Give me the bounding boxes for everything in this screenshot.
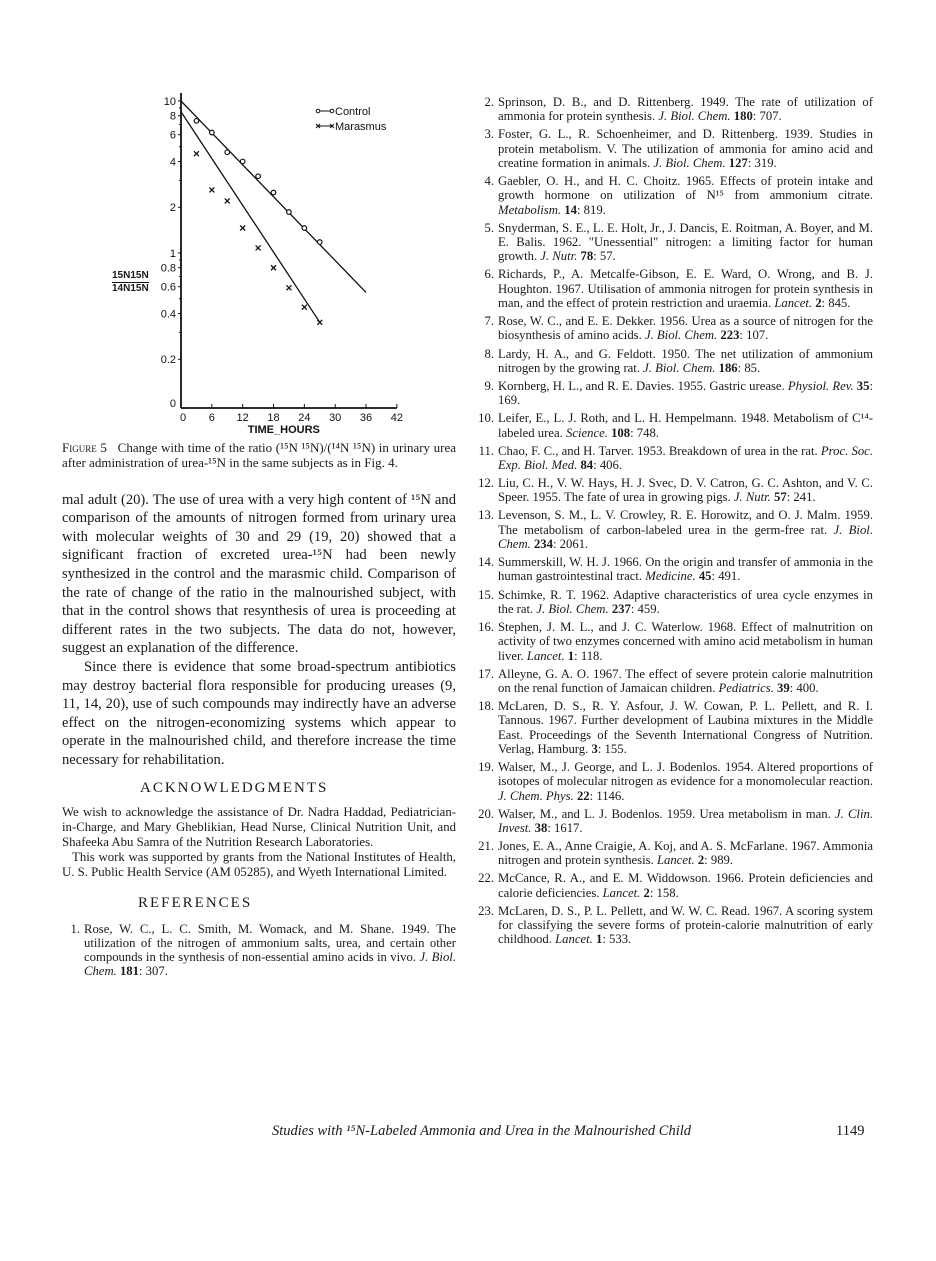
running-title: Studies with ¹⁵N-Labeled Ammonia and Urea in the Malnourished Child xyxy=(272,1123,691,1139)
x-tick-label: 42 xyxy=(390,412,404,424)
reference-text: Snyderman, S. E., L. E. Holt, Jr., J. Dancis, E. Roitman, A. Boyer, and M. E. Balis. 1962. "Unessential" nitrogen: a limiting factor for human growth. xyxy=(498,220,873,264)
data-point-marasmus xyxy=(256,245,261,250)
reference-number: 16. xyxy=(478,619,494,634)
reference-number: 18. xyxy=(478,699,494,714)
x-tick-label: 18 xyxy=(267,412,280,424)
reference-pages: : 491. xyxy=(711,569,741,584)
reference-item xyxy=(476,871,873,900)
reference-pages: : 307. xyxy=(138,964,168,979)
data-point-control xyxy=(302,226,307,231)
reference-text: Rose, W. C., L. C. Smith, M. Womack, and M. Shane. 1949. The utilization of the nitrogen of ammonium salts, urea, and certain other compounds in the synthesis of non-essential amino acids in vivo. xyxy=(84,921,456,965)
reference-number: 10. xyxy=(478,411,494,426)
page-number: 1149 xyxy=(836,1123,865,1139)
reference-text: Leifer, E., L. J. Roth, and L. H. Hempelmann. 1948. Metabolism of C¹⁴-labeled urea. xyxy=(498,411,873,440)
y-tick-label: 2 xyxy=(169,202,176,215)
reference-text: Kornberg, H. L., and R. E. Davies. 1955. Gastric urease. xyxy=(498,378,788,393)
reference-journal: J. Biol. Chem. xyxy=(644,328,718,343)
reference-pages: : 107. xyxy=(739,328,769,343)
reference-number: 13. xyxy=(478,508,494,523)
reference-item xyxy=(476,699,873,756)
reference-journal: J. Clin. Invest. xyxy=(498,806,873,835)
reference-text: Levenson, S. M., L. V. Crowley, R. E. Horowitz, and O. J. Malm. 1959. The metabolism of carbon-labeled urea in the germ-free rat. xyxy=(498,508,873,537)
reference-volume: 45 xyxy=(698,569,712,584)
y-tick-label: 1 xyxy=(169,248,176,260)
references-list-right xyxy=(476,95,873,951)
reference-journal: Proc. Soc. Exp. Biol. Med. xyxy=(498,443,873,472)
reference-pages: : 1146. xyxy=(589,788,625,803)
reference-journal: J. Biol. Chem. xyxy=(498,522,873,552)
reference-pages: : 155. xyxy=(597,741,627,756)
reference-pages: : 845. xyxy=(821,296,851,311)
reference-pages: : 819. xyxy=(576,202,606,217)
reference-journal: J. Nutr. xyxy=(733,490,771,505)
data-point-control xyxy=(317,240,322,245)
reference-volume: 84 xyxy=(580,458,594,472)
reference-journal: Lancet. xyxy=(526,648,565,663)
y-tick-label: 0.6 xyxy=(160,281,176,294)
reference-item xyxy=(476,95,873,124)
reference-pages: : 118. xyxy=(574,648,603,663)
reference-pages: : 57. xyxy=(593,249,616,264)
reference-number: 4. xyxy=(484,174,494,189)
reference-journal: J. Biol. Chem. xyxy=(643,360,716,375)
reference-volume: 2 xyxy=(697,853,705,868)
reference-number: 6. xyxy=(484,267,494,282)
reference-journal: Pediatrics. xyxy=(718,680,774,695)
x-axis-label: TIME_HOURS xyxy=(247,424,320,435)
acknowledgments-paragraph: This work was supported by grants from the National Institutes of Health, U. S. Public Health Service (AM 05285), and Wyeth International Limited. xyxy=(62,849,456,879)
reference-journal: Science. xyxy=(565,425,608,440)
reference-volume: 22 xyxy=(576,788,590,803)
reference-pages: : 459. xyxy=(630,601,660,616)
reference-pages: : 707. xyxy=(752,109,782,124)
reference-number: 5. xyxy=(484,220,494,235)
reference-journal: J. Biol. Chem. xyxy=(536,601,609,616)
y-tick-label: 0.4 xyxy=(160,308,176,321)
reference-number: 21. xyxy=(478,839,494,854)
reference-item xyxy=(476,904,873,947)
reference-journal: J. Nutr. xyxy=(540,249,578,264)
reference-item xyxy=(476,508,873,551)
reference-journal: J. Biol. Chem. xyxy=(658,109,731,124)
reference-item xyxy=(62,922,456,979)
data-point-control xyxy=(210,130,215,135)
data-point-control xyxy=(256,174,261,179)
x-tick-label: 0 xyxy=(179,412,187,424)
reference-text: Summerskill, W. H. J. 1966. On the origin and transfer of ammonia in the human gastrointestinal tract. xyxy=(498,555,873,584)
reference-item xyxy=(476,221,873,264)
y-tick-label: 8 xyxy=(169,110,176,123)
reference-volume: 127 xyxy=(728,155,748,170)
reference-volume: 57 xyxy=(774,490,787,505)
reference-number: 22. xyxy=(478,871,494,886)
reference-item xyxy=(476,267,873,310)
body-text xyxy=(62,491,456,770)
reference-journal: Lancet. xyxy=(602,885,641,900)
reference-number: 17. xyxy=(478,666,494,681)
legend-marker-circle xyxy=(316,109,320,113)
reference-item xyxy=(476,839,873,868)
reference-text: Rose, W. C., and E. E. Dekker. 1956. Urea as a source of nitrogen for the biosynthesis of amino acids. xyxy=(498,314,873,343)
reference-volume: 39 xyxy=(777,680,790,695)
reference-item xyxy=(476,314,873,343)
figure-label: Figure 5 xyxy=(62,440,107,455)
reference-pages: : 169. xyxy=(498,378,874,408)
y-axis-label xyxy=(112,270,149,295)
reference-text: Walser, M., and L. J. Bodenlos. 1959. Urea metabolism in man. xyxy=(498,806,835,821)
reference-pages: : 400. xyxy=(789,680,819,695)
acknowledgments-heading: ACKNOWLEDGMENTS xyxy=(140,779,329,796)
reference-text: Richards, P., A. Metcalfe-Gibson, E. E. Ward, O. Wrong, and B. J. Houghton. 1967. Utilisation of ammonia nitrogen for protein synthesis in man, and the effect of protein restriction and uraemia. xyxy=(498,267,873,311)
reference-volume: 237 xyxy=(611,601,631,616)
reference-text: McLaren, D. S., R. Y. Asfour, J. W. Cowan, P. L. Pellett, and R. I. Tannous. 1967. Further development of Laubina mixtures in the Middle East. Proceedings of the Seventh International Congress of Nutrition. Verlag, Hamburg. xyxy=(498,699,873,756)
data-point-control xyxy=(271,190,276,195)
data-point-control xyxy=(194,119,199,124)
reference-number: 19. xyxy=(478,760,494,775)
reference-journal: J. Biol. Chem. xyxy=(653,155,726,170)
reference-pages: : 2061. xyxy=(552,537,589,552)
reference-number: 1. xyxy=(70,921,80,936)
data-point-marasmus xyxy=(286,285,291,290)
reference-volume: 2 xyxy=(815,296,822,311)
body-paragraph: mal adult (20). The use of urea with a very high content of ¹⁵N and comparison of the amounts of nitrogen formed from urinary urea with molecular weights of 30 and 29 (19, 20) showed that a significant fraction of excreted urea-¹⁵N had been newly synthesized in the control and the marasmic child. Comparison of the rate of change of the ratio in the malnourished subject, with that in the control shows that resynthesis of urea is proceeding at different rates in the two subjects. The data do not, however, suggest an explanation of the difference. xyxy=(62,491,456,657)
reference-volume: 38 xyxy=(534,821,548,835)
reference-pages: : 158. xyxy=(649,885,679,900)
reference-text: Liu, C. H., V. W. Hays, H. J. Svec, D. V. Catron, G. C. Ashton, and V. C. Speer. 1955. The fate of urea in growing pigs. xyxy=(498,476,873,505)
data-point-marasmus xyxy=(209,187,214,192)
reference-volume: 180 xyxy=(733,109,753,124)
reference-item xyxy=(476,588,873,617)
reference-journal: Lancet. xyxy=(774,296,813,311)
reference-number: 11. xyxy=(478,443,494,458)
y-tick-label: 0.8 xyxy=(160,262,176,275)
reference-text: McLaren, D. S., P. L. Pellett, and W. W. C. Read. 1967. A scoring system for classifying the severe forms of protein-calorie malnutrition of early childhood. xyxy=(498,903,873,947)
references-list-left xyxy=(62,922,456,979)
reference-number: 14. xyxy=(478,555,494,570)
reference-text: Jones, E. A., Anne Craigie, A. Koj, and A. S. McFarlane. 1967. Ammonia nitrogen and protein synthesis. xyxy=(498,839,873,868)
reference-number: 15. xyxy=(478,587,494,602)
left-column xyxy=(62,440,456,982)
data-point-marasmus xyxy=(271,265,276,270)
reference-volume: 1 xyxy=(595,932,603,947)
reference-volume: 2 xyxy=(643,885,650,900)
reference-volume: 108 xyxy=(611,425,631,440)
reference-journal: J. Chem. Phys. xyxy=(498,788,574,803)
data-point-marasmus xyxy=(194,151,199,156)
reference-volume: 35 xyxy=(856,378,870,393)
y-tick-label: 10 xyxy=(163,96,176,108)
reference-item xyxy=(476,620,873,663)
reference-pages: : 1617. xyxy=(547,821,583,835)
reference-number: 23. xyxy=(478,903,494,918)
reference-volume: 3 xyxy=(591,741,598,756)
figure-5-chart xyxy=(140,85,460,435)
reference-number: 3. xyxy=(484,127,494,142)
data-point-control xyxy=(240,159,245,164)
series-line-marasmus xyxy=(181,112,320,323)
reference-item xyxy=(476,760,873,803)
reference-text: Stephen, J. M. L., and J. C. Waterlow. 1968. Effect of malnutrition on activity of two enzymes concerned with amino acid metabolism in human liver. xyxy=(498,619,873,663)
reference-pages: : 241. xyxy=(786,490,816,505)
y-tick-label: 0 xyxy=(169,398,176,410)
reference-volume: 186 xyxy=(718,360,738,375)
reference-item xyxy=(476,411,873,440)
reference-item xyxy=(476,444,873,473)
legend-label: Control xyxy=(335,106,371,118)
reference-item xyxy=(476,555,873,584)
reference-pages: : 748. xyxy=(630,425,660,440)
reference-item xyxy=(476,807,873,836)
reference-pages: : 319. xyxy=(747,155,777,170)
reference-volume: 1 xyxy=(567,648,575,663)
reference-volume: 181 xyxy=(119,964,139,979)
y-tick-label: 6 xyxy=(169,129,176,142)
data-point-control xyxy=(225,150,230,155)
reference-item xyxy=(476,127,873,170)
reference-number: 20. xyxy=(478,806,494,821)
reference-number: 7. xyxy=(484,314,494,329)
data-point-marasmus xyxy=(302,305,307,310)
y-tick-label: 4 xyxy=(169,156,176,169)
y-tick-label: 0.2 xyxy=(160,354,176,367)
reference-journal: Physiol. Rev. xyxy=(787,378,854,393)
reference-pages: : 989. xyxy=(704,853,734,868)
acknowledgments-paragraph: We wish to acknowledge the assistance of Dr. Nadra Haddad, Pediatrician-in-Charge, and Mary Gheblikian, Head Nurse, Clinical Nutrition Unit, and Shafeeka Abu Samra of the Nutrition Research Laboratories. xyxy=(62,804,456,849)
x-tick-label: 30 xyxy=(329,412,342,424)
reference-pages: : 533. xyxy=(602,932,632,947)
reference-journal: Metabolism. xyxy=(498,202,562,217)
reference-number: 8. xyxy=(484,346,494,361)
x-tick-label: 12 xyxy=(236,412,249,424)
reference-item xyxy=(476,379,873,408)
data-point-control xyxy=(287,210,292,215)
x-tick-label: 24 xyxy=(298,412,311,424)
reference-text: Gaebler, O. H., and H. C. Choitz. 1965. Effects of protein intake and growth hormone on utilization of N¹⁵ from ammonium citrate. xyxy=(498,174,873,203)
reference-text: Lardy, H. A., and G. Feldott. 1950. The net utilization of ammonium nitrogen by the growing rat. xyxy=(498,346,873,375)
reference-item xyxy=(476,667,873,696)
reference-journal: J. Biol. Chem. xyxy=(84,950,456,979)
x-tick-label: 6 xyxy=(208,412,215,424)
reference-text: Sprinson, D. B., and D. Rittenberg. 1949. The rate of utilization of ammonia for protein synthesis. xyxy=(498,95,873,124)
reference-item xyxy=(476,174,873,217)
data-point-marasmus xyxy=(317,320,322,325)
reference-number: 2. xyxy=(484,95,494,109)
reference-item xyxy=(476,476,873,505)
figure-caption-text: Change with time of the ratio (¹⁵N ¹⁵N)/(¹⁴N ¹⁵N) in urinary urea after administration of urea-¹⁵N in the same subjects as in Fig. 4. xyxy=(62,440,457,471)
data-point-marasmus xyxy=(225,198,230,203)
x-tick-label: 36 xyxy=(359,412,373,424)
legend-label: Marasmus xyxy=(335,121,387,133)
figure-caption xyxy=(62,440,456,471)
reference-journal: Lancet. xyxy=(555,932,593,947)
reference-text: Walser, M., J. George, and L. J. Bodenlos. 1954. Altered proportions of isotopes of molecular nitrogen as evidence for a monomolecular reaction. xyxy=(498,760,873,789)
reference-item xyxy=(476,347,873,376)
references-heading: REFERENCES xyxy=(138,894,253,911)
reference-pages: : 406. xyxy=(593,458,623,472)
y-axis-label-bottom: 14N15N xyxy=(112,283,149,294)
reference-text: Schimke, R. T. 1962. Adaptive characteristics of urea cycle enzymes in the rat. xyxy=(498,587,873,616)
data-point-marasmus xyxy=(240,226,245,231)
reference-journal: Lancet. xyxy=(656,853,695,868)
reference-volume: 14 xyxy=(564,202,577,217)
reference-text: Alleyne, G. A. O. 1967. The effect of severe protein calorie malnutrition on the renal function of Jamaican children. xyxy=(498,666,873,695)
reference-volume: 234 xyxy=(533,537,553,552)
body-paragraph: Since there is evidence that some broad-spectrum antibiotics may destroy bacterial flora responsible for producing ureases (9, 11, 14, 20), use of such compounds may indirectly have an adverse effect on the nitrogen-economizing systems which appear to operate in the malnourished child, and therefore increase the time necessary for rehabilitation. xyxy=(62,658,456,768)
reference-pages: : 85. xyxy=(737,360,761,375)
reference-journal: Medicine. xyxy=(645,569,696,584)
acknowledgments-text xyxy=(62,805,456,880)
reference-volume: 223 xyxy=(720,328,740,343)
reference-number: 12. xyxy=(478,476,494,491)
reference-text: McCance, R. A., and E. M. Widdowson. 1966. Protein deficiencies and calorie deficiencies. xyxy=(498,871,873,900)
reference-number: 9. xyxy=(484,378,494,393)
reference-text: Chao, F. C., and H. Tarver. 1953. Breakdown of urea in the rat. xyxy=(498,443,821,458)
reference-volume: 78 xyxy=(580,249,594,264)
reference-text: Foster, G. L., R. Schoenheimer, and D. Rittenberg. 1939. Studies in protein metabolism. V. The utilization of ammonia for amino acid and creatine formation in animals. xyxy=(498,127,873,170)
legend-marker-circle xyxy=(330,109,334,113)
y-axis-label-top: 15N15N xyxy=(112,270,149,281)
